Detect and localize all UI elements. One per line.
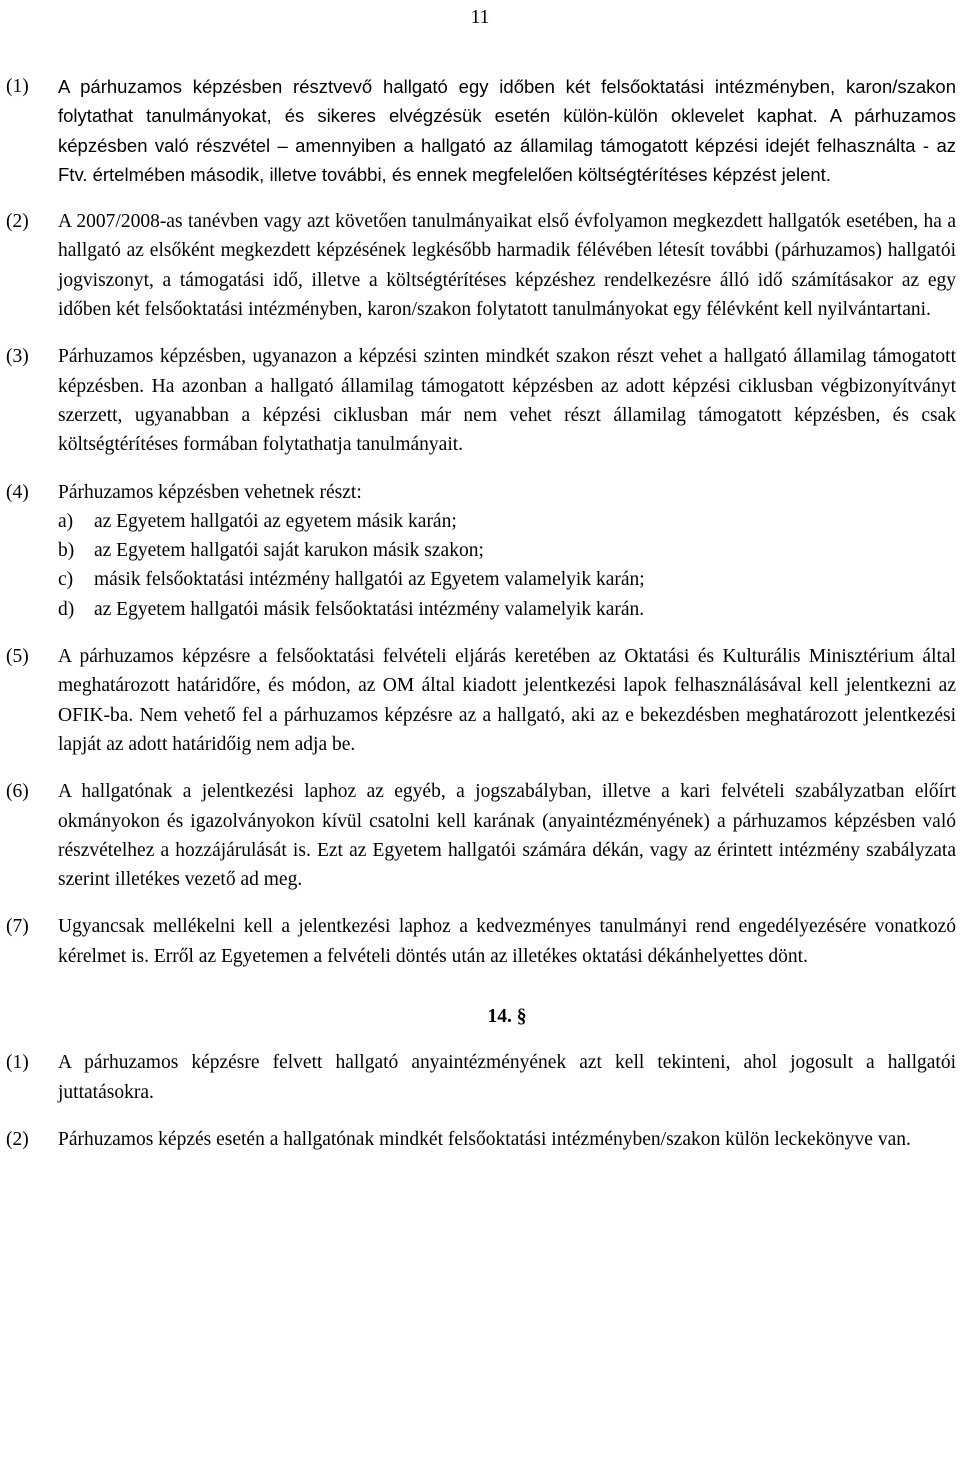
paragraph-number: (1)	[6, 1052, 29, 1074]
paragraph-text: Párhuzamos képzés esetén a hallgatónak mindkét felsőoktatási intézményben/szakon külön leckekönyve van.	[58, 1128, 911, 1150]
paragraph-text: Párhuzamos képzésben vehetnek részt:	[58, 481, 362, 503]
eligibility-list	[6, 507, 956, 624]
list-label: c)	[58, 569, 74, 591]
paragraph-text: A párhuzamos képzésben résztvevő hallgató egy időben két felsőoktatási intézményben, karon/szakon folytathat tanulmányokat, és sikeres elvégzésük esetén külön-külön oklevelet kaphat. A párhuzamos képzésben való részvétel – amennyiben a hallgató az államilag támogatott képzési idejét felhasználta - az Ftv. értelmében második, illetve további, és ennek megfelelően költségtérítéses képzést jelent.	[58, 76, 956, 185]
paragraph-2	[6, 207, 956, 324]
list-label: b)	[58, 540, 75, 562]
paragraph-7	[6, 912, 956, 971]
list-text: másik felsőoktatási intézmény hallgatói az Egyetem valamelyik karán;	[94, 569, 645, 591]
list-label: d)	[58, 598, 75, 620]
list-item	[58, 565, 956, 594]
paragraph-4	[6, 478, 956, 507]
section-heading: 14. §	[487, 1006, 527, 1028]
list-item	[58, 595, 956, 624]
paragraph-text: A párhuzamos képzésre a felsőoktatási felvételi eljárás keretében az Oktatási és Kulturális Minisztérium által meghatározott határidőre, és módon, az OM által kiadott jelentkezési lapok felhasználásával kell jelentkezni az OFIK-ba. Nem vehető fel a párhuzamos képzésre az a hallgató, aki az e bekezdésben meghatározott jelentkezési lapját az adott határidőig nem adja be.	[58, 646, 956, 755]
list-text: az Egyetem hallgatói saját karukon másik szakon;	[94, 540, 484, 562]
paragraph-text: A párhuzamos képzésre felvett hallgató anyaintézményének azt kell tekinteni, ahol jogosult a hallgatói juttatásokra.	[58, 1052, 956, 1103]
paragraph-number: (2)	[6, 211, 29, 233]
list-label: a)	[58, 510, 74, 532]
paragraph-6	[6, 777, 956, 894]
list-item	[58, 536, 956, 565]
paragraph-number: (7)	[6, 916, 29, 938]
paragraph-number: (1)	[6, 76, 29, 97]
list-text: az Egyetem hallgatói másik felsőoktatási intézmény valamelyik karán.	[94, 598, 645, 620]
paragraph-14-1	[6, 1048, 956, 1107]
paragraph-number: (4)	[6, 481, 29, 503]
paragraph-14-2	[6, 1125, 956, 1154]
paragraph-1	[6, 72, 956, 189]
paragraph-number: (3)	[6, 346, 29, 368]
list-text: az Egyetem hallgatói az egyetem másik karán;	[94, 510, 457, 532]
paragraph-number: (2)	[6, 1128, 29, 1150]
paragraph-text: Ugyancsak mellékelni kell a jelentkezési laphoz a kedvezményes tanulmányi rend engedélyezésére vonatkozó kérelmet is. Erről az Egyetemen a felvételi döntés után az illetékes oktatási dékánhelyettes dönt.	[58, 916, 956, 967]
paragraph-text: Párhuzamos képzésben, ugyanazon a képzési szinten mindkét szakon részt vehet a hallgató államilag támogatott képzésben. Ha azonban a hallgató államilag támogatott képzésben az adott képzési ciklusban végbizonyítványt szerzett, ugyanabban a képzési ciklusban már nem vehet részt államilag támogatott képzésben, és csak költségtérítéses formában folytathatja tanulmányait.	[58, 346, 956, 456]
paragraph-number: (6)	[6, 781, 29, 803]
list-item	[58, 507, 956, 536]
page-number: 11	[470, 7, 490, 28]
paragraph-text: A hallgatónak a jelentkezési laphoz az egyéb, a jogszabályban, illetve a kari felvételi szabályzatban előírt okmányokon és igazolványokon kívül csatolni kell karának (anyaintézményének) a párhuzamos képzésben való részvételhez a hozzájárulását is. Ezt az Egyetem hallgatói számára dékán, vagy az érintett intézmény szabályzata szerint illetékes vezető ad meg.	[58, 781, 956, 891]
paragraph-text: A 2007/2008-as tanévben vagy azt követően tanulmányaikat első évfolyamon megkezdett hallgatók esetében, ha a hallgató az elsőként megkezdett képzésének legkésőbb harmadik félévében létesít további (párhuzamos) hallgatói jogviszonyt, a támogatási idő, illetve a költségtérítéses képzéshez rendelkezésre álló idő számításakor az egy időben két felsőoktatási intézményben, karon/szakon folytatott tanulmányokat egy félévként kell nyilvántartani.	[58, 211, 956, 321]
paragraph-3	[6, 342, 956, 459]
paragraph-5	[6, 642, 956, 759]
document-body	[6, 72, 956, 1154]
paragraph-number: (5)	[6, 646, 29, 668]
